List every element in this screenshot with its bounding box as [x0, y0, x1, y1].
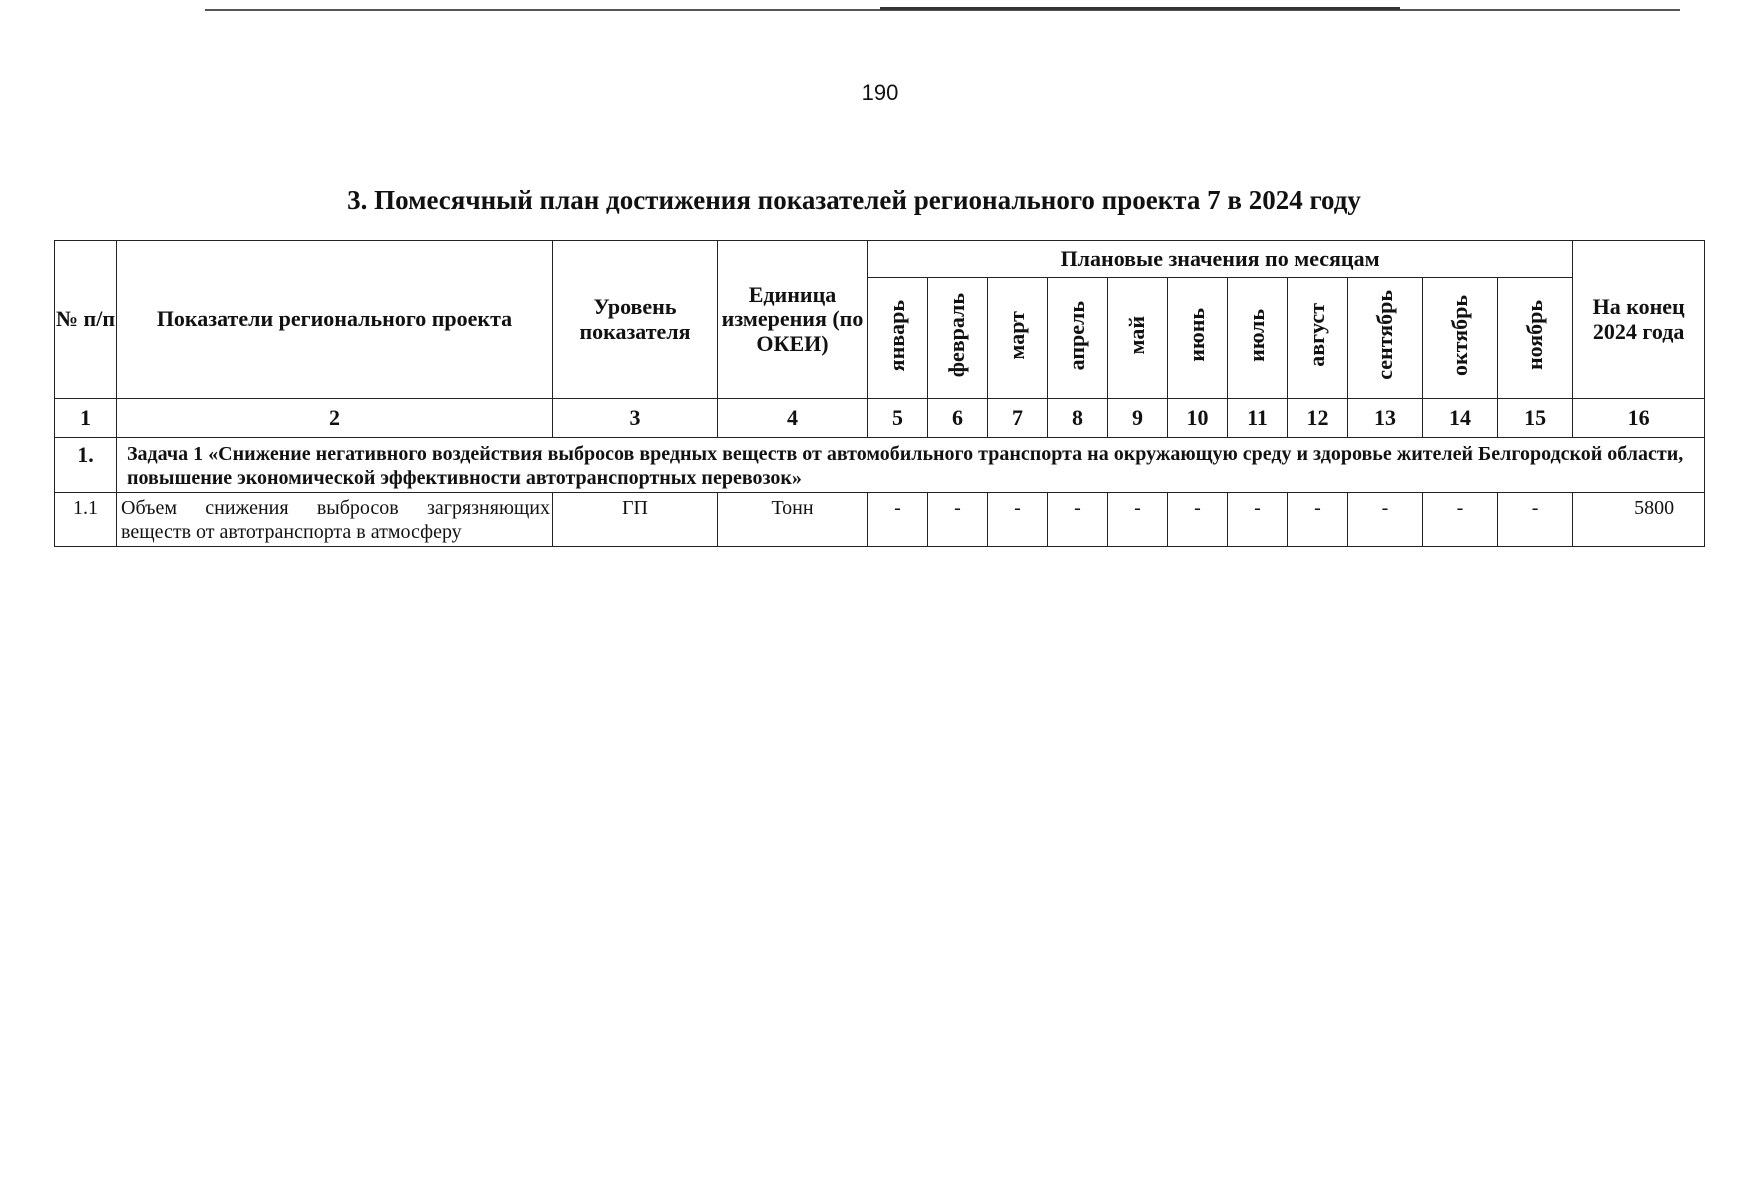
row-month-value: - [1168, 493, 1228, 547]
row-month-value: - [1228, 493, 1288, 547]
row-month-value: - [988, 493, 1048, 547]
task-row [55, 438, 1705, 493]
header-months-group: Плановые значения по месяцам [868, 241, 1573, 278]
month-header [1048, 278, 1108, 399]
header-row-1 [55, 241, 1705, 278]
row-month-value: - [1048, 493, 1108, 547]
column-number: 1 [55, 399, 117, 438]
row-month-value: - [1498, 493, 1573, 547]
column-number: 4 [718, 399, 868, 438]
row-unit: Тонн [718, 493, 868, 547]
task-description: Задача 1 «Снижение негативного воздействия выбросов вредных веществ от автомобильного транспорта на окружающую среду и здоровье жителей Белгородской области, повышение экономической эффективности автотранспортных перевозок» [117, 438, 1705, 493]
column-number: 7 [988, 399, 1048, 438]
task-number: 1. [55, 438, 117, 493]
month-label: октябрь [1446, 294, 1472, 376]
header-end-year: На конец 2024 года [1573, 241, 1705, 399]
column-number: 14 [1423, 399, 1498, 438]
row-indicator: Объем снижения выбросов загрязняющих веществ от автотранспорта в атмосферу [117, 493, 553, 547]
row-level: ГП [553, 493, 718, 547]
month-label: июнь [1184, 308, 1210, 363]
month-header [1168, 278, 1228, 399]
month-label: ноябрь [1521, 300, 1547, 371]
table-row [55, 493, 1705, 547]
column-number: 9 [1108, 399, 1168, 438]
column-number: 16 [1573, 399, 1705, 438]
top-rule-dark [880, 7, 1400, 10]
column-number: 12 [1288, 399, 1348, 438]
column-number: 6 [928, 399, 988, 438]
page-title: 3. Помесячный план достижения показателей регионального проекта 7 в 2024 году [347, 185, 1361, 215]
month-header [1423, 278, 1498, 399]
header-unit: Единица измерения (по ОКЕИ) [718, 241, 868, 399]
month-label: июль [1244, 308, 1270, 362]
column-number: 2 [117, 399, 553, 438]
column-number: 11 [1228, 399, 1288, 438]
row-end-value: 5800 [1573, 493, 1705, 547]
column-number: 15 [1498, 399, 1573, 438]
row-month-value: - [1423, 493, 1498, 547]
header-indicator: Показатели регионального проекта [117, 241, 553, 399]
row-number: 1.1 [55, 493, 117, 547]
month-header [1498, 278, 1573, 399]
header-level: Уровень показателя [553, 241, 718, 399]
column-number-row [55, 399, 1705, 438]
month-label: апрель [1064, 300, 1090, 370]
column-number: 13 [1348, 399, 1423, 438]
month-label: февраль [944, 293, 970, 378]
month-label: январь [884, 299, 910, 371]
plan-table [54, 240, 1705, 547]
row-month-value: - [928, 493, 988, 547]
column-number: 10 [1168, 399, 1228, 438]
page-number: 190 [861, 80, 899, 105]
month-label: сентябрь [1371, 290, 1397, 381]
month-header [928, 278, 988, 399]
column-number: 8 [1048, 399, 1108, 438]
row-month-value: - [1288, 493, 1348, 547]
month-header [868, 278, 928, 399]
row-month-value: - [868, 493, 928, 547]
month-label: март [1004, 310, 1030, 360]
column-number: 3 [553, 399, 718, 438]
month-label: май [1124, 315, 1150, 355]
row-month-value: - [1108, 493, 1168, 547]
month-header [1348, 278, 1423, 399]
month-header [988, 278, 1048, 399]
month-header [1288, 278, 1348, 399]
row-month-value: - [1348, 493, 1423, 547]
month-header [1108, 278, 1168, 399]
month-label: август [1304, 303, 1330, 368]
month-header [1228, 278, 1288, 399]
column-number: 5 [868, 399, 928, 438]
header-num: № п/п [55, 241, 117, 399]
